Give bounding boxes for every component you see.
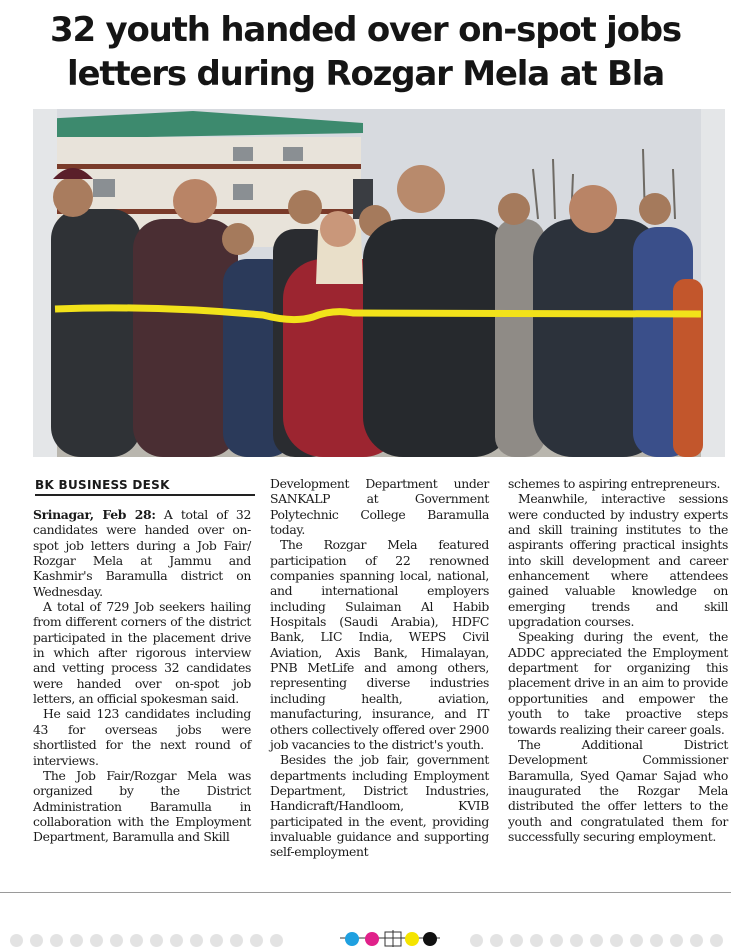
headline-line-2: letters during Rozgar Mela at Bla bbox=[67, 54, 664, 94]
byline: BK BUSINESS DESK bbox=[35, 478, 170, 492]
registration-dot bbox=[490, 934, 503, 947]
paragraph-7: Meanwhile, interactive sessions were conducted by industry experts and skill training institutes to the aspirants offering practical insights into skill development and career enhancement where attendees gained valuable knowledge on emerging trends and skill upgradation courses. bbox=[508, 491, 728, 630]
paragraph-4-part-1: The Job Fair/Rozgar Mela was organized by the District Administration Baramulla in collaboration with the Employment Department, Baramulla and Skill bbox=[33, 767, 251, 845]
registration-dot bbox=[90, 934, 103, 947]
yellow-registration-dot bbox=[405, 932, 419, 946]
registration-dot bbox=[650, 934, 663, 947]
registration-dot bbox=[570, 934, 583, 947]
registration-dot bbox=[130, 934, 143, 947]
registration-dot bbox=[590, 934, 603, 947]
ribbon-cutting-photo bbox=[33, 109, 725, 457]
registration-dot bbox=[710, 934, 723, 947]
registration-dot bbox=[250, 934, 263, 947]
paragraph-2: A total of 729 Job seekers hailing from different corners of the district participated in the placement drive in which after rigorous interview and vetting process 32 candidates were handed over on-spot job letters, an official spokesman said. bbox=[33, 599, 251, 707]
registration-dot bbox=[30, 934, 43, 947]
dateline: Srinagar, Feb 28: bbox=[33, 507, 156, 522]
paragraph-6-part-1: Besides the job fair, government departments including Employment Department, District Industries, Handicraft/Handloom, KVIB participated in the event, providing invaluable guidance and supporting self-employment bbox=[270, 752, 489, 860]
registration-dot bbox=[550, 934, 563, 947]
bottom-rule bbox=[0, 892, 731, 893]
registration-dot bbox=[210, 934, 223, 947]
paragraph-8: Speaking during the event, the ADDC appreciated the Employment department for organizing this placement drive in an aim to provide opportunities and empower the youth to take proactive steps towards realizing their career goals. bbox=[508, 629, 728, 737]
paragraph-5: The Rozgar Mela featured participation of 22 renowned companies spanning local, national, and international employers including Sulaiman Al Habib Hospitals (Saudi Arabia), HDFC Bank, LIC India, WEPS Civil Aviation, Axis Bank, Himalayan, PNB MetLife and among others, representing diverse industries including health, aviation, manufacturing, insurance, and IT others collectively offered over 2900 job vacancies to the district's youth. bbox=[270, 537, 489, 752]
news-photo bbox=[33, 109, 725, 457]
headline-line-1: 32 youth handed over on-spot jobs bbox=[50, 10, 681, 50]
paragraph-6-part-2: schemes to aspiring entrepreneurs. bbox=[508, 476, 721, 491]
registration-dot bbox=[170, 934, 183, 947]
paragraph-4-part-2: Development Department under SANKALP at Government Polytechnic College Baramulla today. bbox=[270, 476, 489, 538]
registration-dot bbox=[230, 934, 243, 947]
cyan-registration-dot bbox=[345, 932, 359, 946]
registration-dot bbox=[50, 934, 63, 947]
registration-dot bbox=[150, 934, 163, 947]
registration-dot bbox=[270, 934, 283, 947]
article-column-1 bbox=[33, 507, 251, 845]
registration-dot bbox=[10, 934, 23, 947]
registration-dot bbox=[470, 934, 483, 947]
registration-dot bbox=[510, 934, 523, 947]
registration-dot bbox=[690, 934, 703, 947]
byline-rule bbox=[35, 494, 255, 496]
article-column-2 bbox=[270, 476, 489, 860]
black-registration-dot bbox=[423, 932, 437, 946]
registration-dot bbox=[110, 934, 123, 947]
paragraph-3: He said 123 candidates including 43 for overseas jobs were shortlisted for the next round of interviews. bbox=[33, 706, 251, 768]
registration-dot bbox=[70, 934, 83, 947]
paragraph-9: The Additional District Development Commissioner Baramulla, Syed Qamar Sajad who inaugurated the Rozgar Mela distributed the offer letters to the youth and congratulated them for successfully securing employment. bbox=[508, 736, 728, 844]
paragraph-1: Srinagar, Feb 28: A total of 32 candidates were handed over on-spot job letters during a Job Fair/ Rozgar Mela at Jammu and Kashmir's Baramulla district on Wednesday. bbox=[33, 507, 251, 599]
registration-dot bbox=[530, 934, 543, 947]
registration-dot bbox=[630, 934, 643, 947]
color-registration-bar bbox=[340, 930, 440, 947]
headline bbox=[0, 8, 731, 96]
registration-dot bbox=[610, 934, 623, 947]
registration-dot bbox=[190, 934, 203, 947]
magenta-registration-dot bbox=[365, 932, 379, 946]
article-column-3 bbox=[508, 476, 728, 844]
registration-dot bbox=[670, 934, 683, 947]
